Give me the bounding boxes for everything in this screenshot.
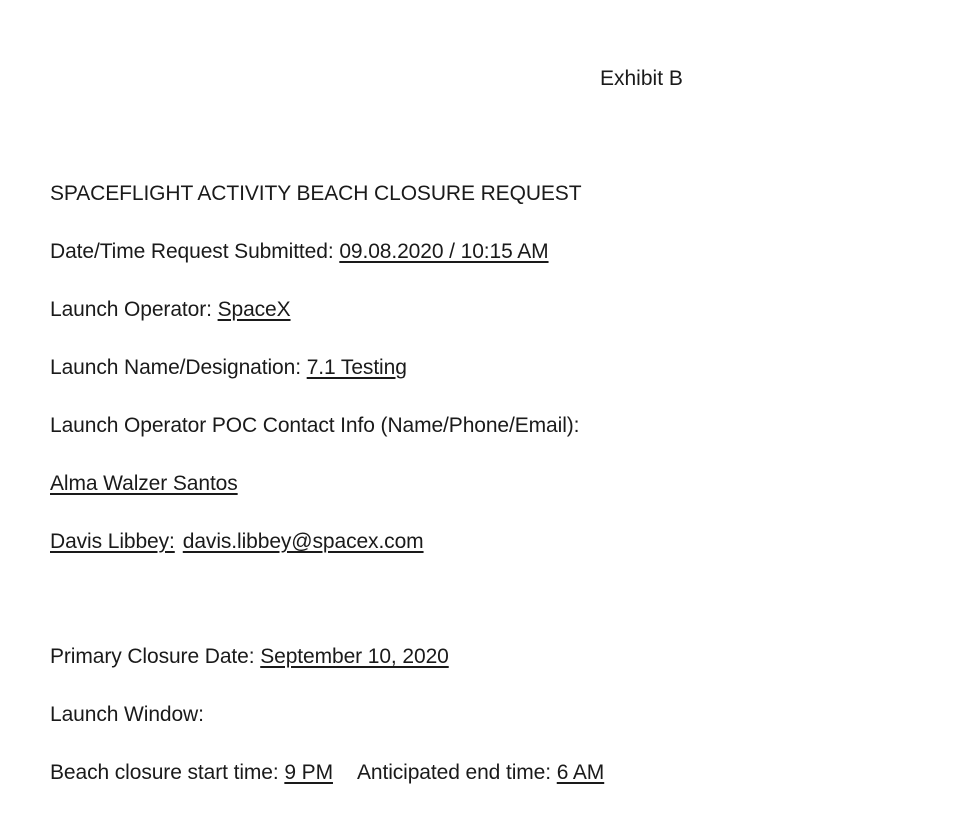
launch-designation-value: 7.1 Testing: [306, 356, 407, 379]
exhibit-label: Exhibit B: [600, 67, 683, 90]
end-time-label: Anticipated end time:: [356, 761, 551, 784]
date-time-row: [50, 239, 549, 265]
date-time-value: 09.08.2020 / 10:15 AM: [339, 240, 549, 263]
launch-operator-row: [50, 297, 291, 323]
poc-contact-row-2: [50, 529, 424, 555]
poc-contact-row-1: [50, 471, 238, 497]
poc-contact-label: Launch Operator POC Contact Info (Name/Phone/Email):: [50, 414, 580, 437]
primary-closure-date-row: [50, 644, 449, 670]
launch-designation-label: Launch Name/Designation:: [50, 356, 301, 379]
date-time-label: Date/Time Request Submitted:: [50, 240, 334, 263]
start-time-label: Beach closure start time:: [50, 761, 279, 784]
primary-closure-date-label: Primary Closure Date:: [50, 645, 255, 668]
launch-designation-row: [50, 355, 407, 381]
poc-contact-name-2-text: Davis Libbey:: [50, 530, 175, 553]
poc-contact-name-1: Alma Walzer Santos: [50, 472, 238, 495]
primary-closure-date-value: September 10, 2020: [260, 645, 449, 668]
start-time-value: 9 PM: [284, 761, 333, 784]
poc-contact-email-2: davis.libbey@spacex.com: [182, 530, 424, 553]
launch-operator-label: Launch Operator:: [50, 298, 212, 321]
launch-operator-value: SpaceX: [217, 298, 291, 321]
document-title: SPACEFLIGHT ACTIVITY BEACH CLOSURE REQUEST: [50, 182, 582, 205]
poc-contact-name-2: [50, 530, 183, 553]
end-time-value: 6 AM: [556, 761, 605, 784]
closure-times-row: [50, 760, 604, 786]
launch-window-label: Launch Window:: [50, 703, 204, 726]
